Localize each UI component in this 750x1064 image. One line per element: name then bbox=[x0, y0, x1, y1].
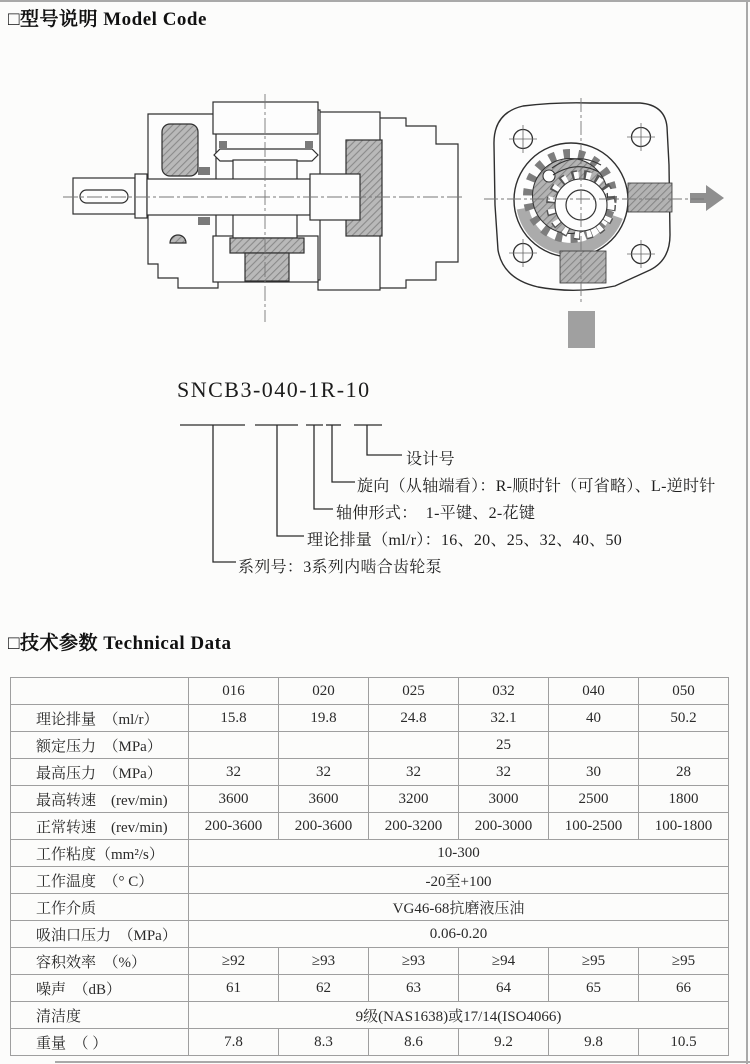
model-code-text: SNCB3-040-1R-10 bbox=[177, 377, 371, 402]
port-block bbox=[568, 311, 595, 348]
table-cell: 200-3000 bbox=[459, 813, 549, 840]
column-header-032: 032 bbox=[459, 678, 549, 705]
table-cell-span: 9级(NAS1638)或17/14(ISO4066) bbox=[189, 1002, 729, 1029]
outlet-port bbox=[628, 183, 672, 212]
legend-shaft-type: 轴伸形式： 1-平键、2-花键 bbox=[336, 505, 536, 522]
table-cell: 30 bbox=[549, 759, 639, 786]
crescent-pin bbox=[543, 170, 555, 182]
table-cell: 3000 bbox=[459, 786, 549, 813]
model-code-section-title: □型号说明 Model Code bbox=[8, 9, 207, 30]
column-header-040: 040 bbox=[549, 678, 639, 705]
column-header-016: 016 bbox=[189, 678, 279, 705]
table-cell-span: -20至+100 bbox=[189, 867, 729, 894]
technical-data-table bbox=[10, 677, 729, 1056]
table-cell: 63 bbox=[369, 975, 459, 1002]
table-cell: 3200 bbox=[369, 786, 459, 813]
table-cell: 66 bbox=[639, 975, 729, 1002]
table-cell-span: VG46-68抗磨液压油 bbox=[189, 894, 729, 921]
legend-rotation-direction: 旋向（从轴端看）：R-顺时针（可省略）、L-逆时针 bbox=[357, 478, 716, 495]
table-cell: ≥93 bbox=[369, 948, 459, 975]
table-row bbox=[11, 732, 729, 759]
row-label: 工作粘度（mm²/s） bbox=[11, 840, 189, 867]
table-cell-span: 0.06-0.20 bbox=[189, 921, 729, 948]
table-cell: 61 bbox=[189, 975, 279, 1002]
table-cell: 15.8 bbox=[189, 705, 279, 732]
table-row bbox=[11, 705, 729, 732]
technical-data-section-title: □技术参数 Technical Data bbox=[8, 633, 232, 654]
table-row bbox=[11, 894, 729, 921]
column-header-050: 050 bbox=[639, 678, 729, 705]
table-cell: ≥95 bbox=[549, 948, 639, 975]
legend-series-number: 系列号：3系列内啮合齿轮泵 bbox=[238, 559, 442, 576]
table-cell-span: 10-300 bbox=[189, 840, 729, 867]
table-cell: 8.6 bbox=[369, 1029, 459, 1056]
table-cell: 200-3200 bbox=[369, 813, 459, 840]
table-cell: 2500 bbox=[549, 786, 639, 813]
row-label: 容积效率 （%） bbox=[11, 948, 189, 975]
row-label: 工作温度 （° C） bbox=[11, 867, 189, 894]
table-cell: 7.8 bbox=[189, 1029, 279, 1056]
row-label: 重量 （ ） bbox=[11, 1029, 189, 1056]
table-row bbox=[11, 1002, 729, 1029]
row-label: 吸油口压力 （MPa） bbox=[11, 921, 189, 948]
row-label: 最高转速 (rev/min) bbox=[11, 786, 189, 813]
table-cell: 28 bbox=[639, 759, 729, 786]
table-cell: 200-3600 bbox=[189, 813, 279, 840]
table-row bbox=[11, 813, 729, 840]
table-cell: 40 bbox=[549, 705, 639, 732]
table-cell: 24.8 bbox=[369, 705, 459, 732]
table-cell bbox=[189, 732, 279, 759]
row-label: 额定压力 （MPa） bbox=[11, 732, 189, 759]
row-label: 正常转速 (rev/min) bbox=[11, 813, 189, 840]
row-label: 理论排量 （ml/r） bbox=[11, 705, 189, 732]
flow-direction-arrow-icon bbox=[690, 185, 724, 211]
table-cell: 3600 bbox=[189, 786, 279, 813]
table-cell bbox=[549, 732, 639, 759]
table-cell: 1800 bbox=[639, 786, 729, 813]
table-cell: 32.1 bbox=[459, 705, 549, 732]
row-label: 工作介质 bbox=[11, 894, 189, 921]
table-cell: 19.8 bbox=[279, 705, 369, 732]
table-cell: ≥94 bbox=[459, 948, 549, 975]
table-cell: 8.3 bbox=[279, 1029, 369, 1056]
table-cell: 62 bbox=[279, 975, 369, 1002]
table-cell: 9.2 bbox=[459, 1029, 549, 1056]
legend-displacement: 理论排量（ml/r）：16、20、25、32、40、50 bbox=[307, 532, 623, 549]
legend-design-number: 设计号 bbox=[406, 451, 455, 468]
scan-edge-top bbox=[0, 0, 750, 2]
table-cell bbox=[279, 732, 369, 759]
inlet-port bbox=[560, 251, 606, 283]
table-row bbox=[11, 867, 729, 894]
table-cell bbox=[639, 732, 729, 759]
scan-edge-right bbox=[746, 0, 748, 1064]
table-cell: 100-1800 bbox=[639, 813, 729, 840]
column-header-025: 025 bbox=[369, 678, 459, 705]
table-cell: 100-2500 bbox=[549, 813, 639, 840]
table-cell: 32 bbox=[189, 759, 279, 786]
table-row bbox=[11, 840, 729, 867]
table-cell: 64 bbox=[459, 975, 549, 1002]
pump-cross-section-drawing bbox=[58, 90, 468, 325]
table-row bbox=[11, 948, 729, 975]
table-cell: 32 bbox=[369, 759, 459, 786]
table-row bbox=[11, 1029, 729, 1056]
table-cell: 10.5 bbox=[639, 1029, 729, 1056]
pump-front-view-drawing bbox=[480, 95, 745, 355]
table-cell: 32 bbox=[459, 759, 549, 786]
table-cell: 200-3600 bbox=[279, 813, 369, 840]
scan-edge-bottom bbox=[55, 1061, 750, 1063]
table-header-row bbox=[11, 678, 729, 705]
row-label: 清洁度 bbox=[11, 1002, 189, 1029]
table-cell: ≥92 bbox=[189, 948, 279, 975]
row-label: 噪声 （dB） bbox=[11, 975, 189, 1002]
table-cell: 50.2 bbox=[639, 705, 729, 732]
table-cell: 3600 bbox=[279, 786, 369, 813]
table-cell: 65 bbox=[549, 975, 639, 1002]
table-cell bbox=[369, 732, 459, 759]
table-row bbox=[11, 786, 729, 813]
table-row bbox=[11, 759, 729, 786]
row-label: 最高压力 （MPa） bbox=[11, 759, 189, 786]
table-cell: ≥93 bbox=[279, 948, 369, 975]
table-cell: ≥95 bbox=[639, 948, 729, 975]
table-cell: 32 bbox=[279, 759, 369, 786]
table-row bbox=[11, 975, 729, 1002]
table-row bbox=[11, 921, 729, 948]
column-header-020: 020 bbox=[279, 678, 369, 705]
table-cell: 9.8 bbox=[549, 1029, 639, 1056]
table-cell: 25 bbox=[459, 732, 549, 759]
table-corner-cell bbox=[11, 678, 189, 705]
